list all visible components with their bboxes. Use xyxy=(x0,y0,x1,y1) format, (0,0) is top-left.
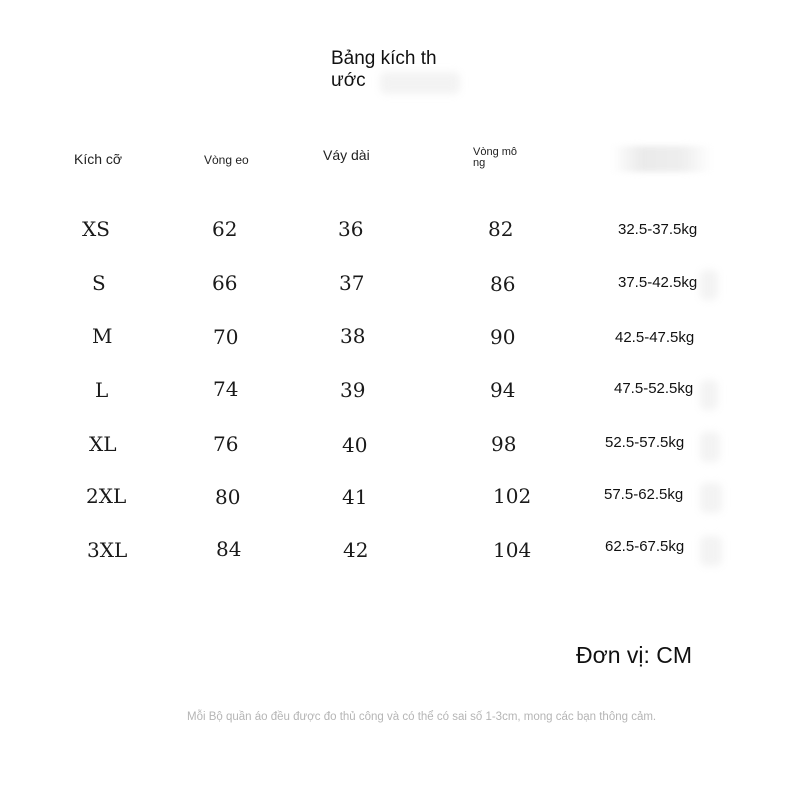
weight-cell: 57.5-62.5kg xyxy=(604,486,684,503)
header-weight-watermark xyxy=(612,146,712,172)
length-cell: 36 xyxy=(338,217,364,241)
size-cell: 2XL xyxy=(86,484,127,508)
hip-cell: 90 xyxy=(490,325,516,349)
length-cell: 40 xyxy=(342,433,368,457)
waist-cell: 66 xyxy=(212,271,238,295)
header-waist: Vòng eo xyxy=(204,153,249,167)
waist-cell: 76 xyxy=(213,432,239,456)
unit-label: Đơn vị: CM xyxy=(576,642,693,668)
header-length: Váy dài xyxy=(323,147,370,163)
watermark-smudge xyxy=(700,270,718,300)
length-cell: 41 xyxy=(342,485,368,509)
size-cell: S xyxy=(92,271,106,295)
hip-cell: 98 xyxy=(491,432,517,456)
waist-cell: 62 xyxy=(212,217,238,241)
size-cell: L xyxy=(95,378,109,402)
length-cell: 37 xyxy=(339,271,365,295)
waist-cell: 84 xyxy=(216,537,242,561)
length-cell: 42 xyxy=(343,538,369,562)
watermark-smudge xyxy=(380,72,460,94)
hip-cell: 94 xyxy=(490,378,516,402)
hip-cell: 86 xyxy=(490,272,516,296)
length-cell: 38 xyxy=(340,324,366,348)
hip-cell: 104 xyxy=(493,538,532,562)
weight-cell: 42.5-47.5kg xyxy=(615,329,695,346)
title-line-2: ước xyxy=(331,70,366,91)
watermark-smudge xyxy=(700,380,718,410)
title-line-1: Bảng kích th xyxy=(331,48,437,69)
header-hip-line-1: Vòng mô xyxy=(473,146,518,158)
size-cell: XS xyxy=(82,217,110,241)
hip-cell: 102 xyxy=(493,484,532,508)
measurement-note: Mỗi Bộ quần áo đều được đo thủ công và có thể có sai số 1-3cm, mong các bạn thông cảm. xyxy=(187,711,657,723)
size-cell: 3XL xyxy=(87,538,128,562)
weight-cell: 32.5-37.5kg xyxy=(618,221,698,238)
length-cell: 39 xyxy=(340,378,366,402)
weight-cell: 62.5-67.5kg xyxy=(605,538,685,555)
watermark-smudge xyxy=(700,483,722,513)
weight-cell: 52.5-57.5kg xyxy=(605,434,685,451)
watermark-smudge xyxy=(700,432,720,462)
hip-cell: 82 xyxy=(488,217,514,241)
waist-cell: 80 xyxy=(215,485,241,509)
watermark-smudge xyxy=(700,536,722,566)
weight-cell: 47.5-52.5kg xyxy=(614,380,694,397)
size-cell: M xyxy=(92,324,113,348)
size-cell: XL xyxy=(89,432,117,456)
waist-cell: 74 xyxy=(213,377,239,401)
waist-cell: 70 xyxy=(213,325,239,349)
weight-cell: 37.5-42.5kg xyxy=(618,274,698,291)
header-size: Kích cỡ xyxy=(74,151,123,167)
header-hip xyxy=(473,147,531,169)
header-hip-line-2: ng xyxy=(473,157,486,169)
